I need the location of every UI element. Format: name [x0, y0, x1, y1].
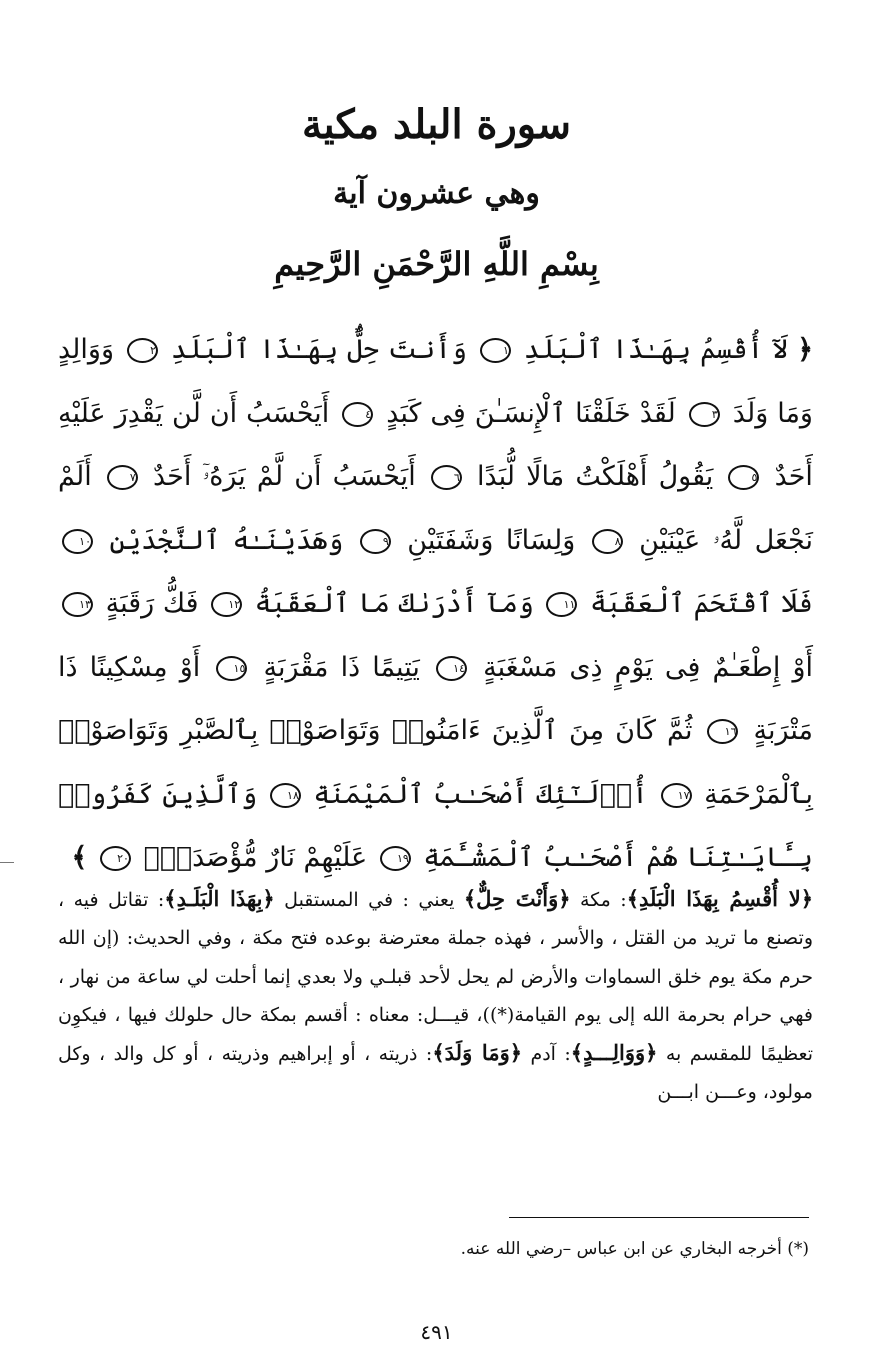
open-bracket: ﴿: [797, 334, 814, 365]
ayah-text: أُو۟لَـٰٓئِكَ أَصْحَـٰبُ ٱلْمَيْمَنَةِ: [313, 778, 648, 810]
footnote: [69, 1234, 809, 1264]
page-number: ٤٩١: [420, 1320, 453, 1344]
footnote-divider: [509, 1217, 809, 1218]
ayah-number-marker: ٧: [107, 465, 138, 490]
ayah-number-marker: ٥: [728, 465, 759, 490]
ayah-number-marker: ٣: [689, 402, 720, 427]
ayah-text: عَلَيْهِمْ نَارٌ مُّؤْصَدَةٌۢ: [143, 842, 368, 873]
ayah-number-marker: ٩: [360, 529, 391, 554]
ayah-text: وَأَنتَ حِلٌّۢ بِهَـٰذَا ٱلْبَلَدِ: [170, 334, 467, 365]
quote-verse-2: ﴿وَأَنْتَ حِلٌّ﴾: [463, 886, 571, 911]
ayah-text: لَقَدْ خَلَقْنَا ٱلْإِنسَـٰنَ فِى كَبَدٍ: [386, 397, 676, 429]
ayah-text: يَتِيمًا ذَا مَقْرَبَةٍ: [263, 651, 420, 683]
ayah-number-marker: ١٨: [270, 783, 301, 808]
ayah-number-marker: ١٤: [436, 656, 467, 681]
ayah-text: أَيَحْسَبُ أَن لَّمْ يَرَهُۥٓ أَحَدٌ: [152, 461, 416, 492]
ayah-number-marker: ١٩: [380, 846, 411, 871]
close-bracket: ﴾: [71, 842, 88, 873]
ayah-text: لَآ أُقْسِمُ بِهَـٰذَا ٱلْبَلَدِ: [523, 334, 789, 365]
footnote-text: أخرجه البخاري عن ابن عباس –رضي الله عنه.: [460, 1239, 782, 1259]
quote-verse-3b: ﴿وَمَا وَلَدَ﴾: [432, 1040, 523, 1066]
ayah-number-marker: ١٠: [62, 529, 93, 554]
quran-text: [58, 318, 813, 890]
ayah-number-marker: ١٣: [62, 592, 93, 617]
ayah-number-marker: ٢٠: [100, 846, 131, 871]
ayah-text: وَٱلَّذِينَ كَفَرُوا۟ بِـَٔايَـٰتِنَا هُمْ أَصْحَـٰبُ ٱلْمَشْـَٔمَةِ: [58, 778, 813, 873]
basmala: بِسْمِ اللَّهِ الرَّحْمَنِ الرَّحِيمِ: [274, 245, 599, 283]
ayah-text: وَوَالِدٍ وَمَا وَلَدَ: [58, 334, 813, 429]
ayah-number-marker: ١٧: [661, 783, 692, 808]
ayah-text: أَوْ إِطْعَـٰمٌ فِى يَوْمٍ ذِى مَسْغَبَةٍ: [483, 651, 813, 683]
tafsir-segment: )، قيـــل: معناه : أقسم بمكة حال حلولك فيها ، فيكوِن تعظيمًا للمقسم به: [58, 1003, 813, 1066]
ayah-number-marker: ١: [480, 338, 511, 363]
ayah-text: فَلَا ٱقْتَحَمَ ٱلْعَقَبَةَ: [590, 588, 813, 619]
ayah-number-marker: ١٥: [216, 656, 247, 681]
footnote-marker: (*): [787, 1239, 809, 1259]
ayah-text: وَمَآ أَدْرَىٰكَ مَا ٱلْعَقَبَةُ: [254, 588, 534, 619]
footnote-reference[interactable]: (*): [489, 1003, 515, 1026]
ayah-text: أَوْ مِسْكِينًا ذَا مَتْرَبَةٍ: [58, 651, 813, 746]
ayah-number-marker: ٢: [127, 338, 158, 363]
ayah-number-marker: ٦: [431, 465, 462, 490]
tafsir-segment: : آدم: [522, 1043, 571, 1066]
ayah-number-marker: ١١: [546, 592, 577, 617]
quote-verse-3: ﴿وَوَالِـــدٍ﴾: [570, 1040, 658, 1066]
tafsir-segment: : مكة: [570, 889, 627, 911]
ayah-text: أَلَمْ نَجْعَل لَّهُۥ عَيْنَيْنِ: [58, 461, 813, 556]
ayah-text: وَلِسَانًا وَشَفَتَيْنِ: [407, 524, 576, 556]
ayah-number-marker: ٨: [592, 529, 623, 554]
ayah-text: ثُمَّ كَانَ مِنَ ٱلَّذِينَ ءَامَنُوا۟ وَتَوَاصَوْا۟ بِٱلصَّبْرِ وَتَوَاصَوْا۟ بِٱلْمَرْحَمَةِ: [58, 715, 813, 810]
tafsir-segment: : ذريته ، أو إبراهيم وذريته ، أو كل والد ، وكل مولود، وعـــن ابـــن: [58, 1043, 813, 1104]
ayah-number-marker: ١٢: [211, 592, 242, 617]
quote-verse-2b: ﴿بِهَذَا الْبَلَـدِ﴾: [164, 886, 275, 911]
tafsir-segment: يعني : في المستقبل: [274, 889, 464, 911]
ayah-number-marker: ٤: [342, 402, 373, 427]
tafsir-text: [58, 880, 813, 1112]
surah-title: سورة البلد مكية: [302, 101, 571, 148]
page-edge-mark: [0, 862, 14, 863]
ayah-number-marker: ١٦: [707, 719, 738, 744]
surah-subtitle: وهي عشرون آية: [333, 176, 540, 211]
ayah-text: فَكُّ رَقَبَةٍ: [105, 588, 199, 619]
ayah-text: وَهَدَيْنَـٰهُ ٱلنَّجْدَيْنِ: [109, 524, 344, 556]
ayah-text: أَيَحْسَبُ أَن لَّن يَقْدِرَ عَلَيْهِ أَحَدٌ: [58, 397, 813, 492]
ayah-text: يَقُولُ أَهْلَكْتُ مَالًا لُّبَدًا: [476, 461, 714, 492]
quote-verse-1: ﴿لا أُقْسِمُ بِهَذَا الْبَلَدِ﴾: [626, 886, 813, 911]
tafsir-segment: : تقاتل فيه ، وتصنع ما تريد من القتل ، والأسر ، فهذه جملة معترضة بوعده فتح مكة ، وفي الحديث: (إن الله حرم مكة يوم خلق السماوات والأرض لم يحل لأحد قبلـي ولا بعدي إنما أحلت لي ساعة من نهار ، فهي حرام بحرمة الله إلى يوم القيامة: [58, 889, 813, 1026]
